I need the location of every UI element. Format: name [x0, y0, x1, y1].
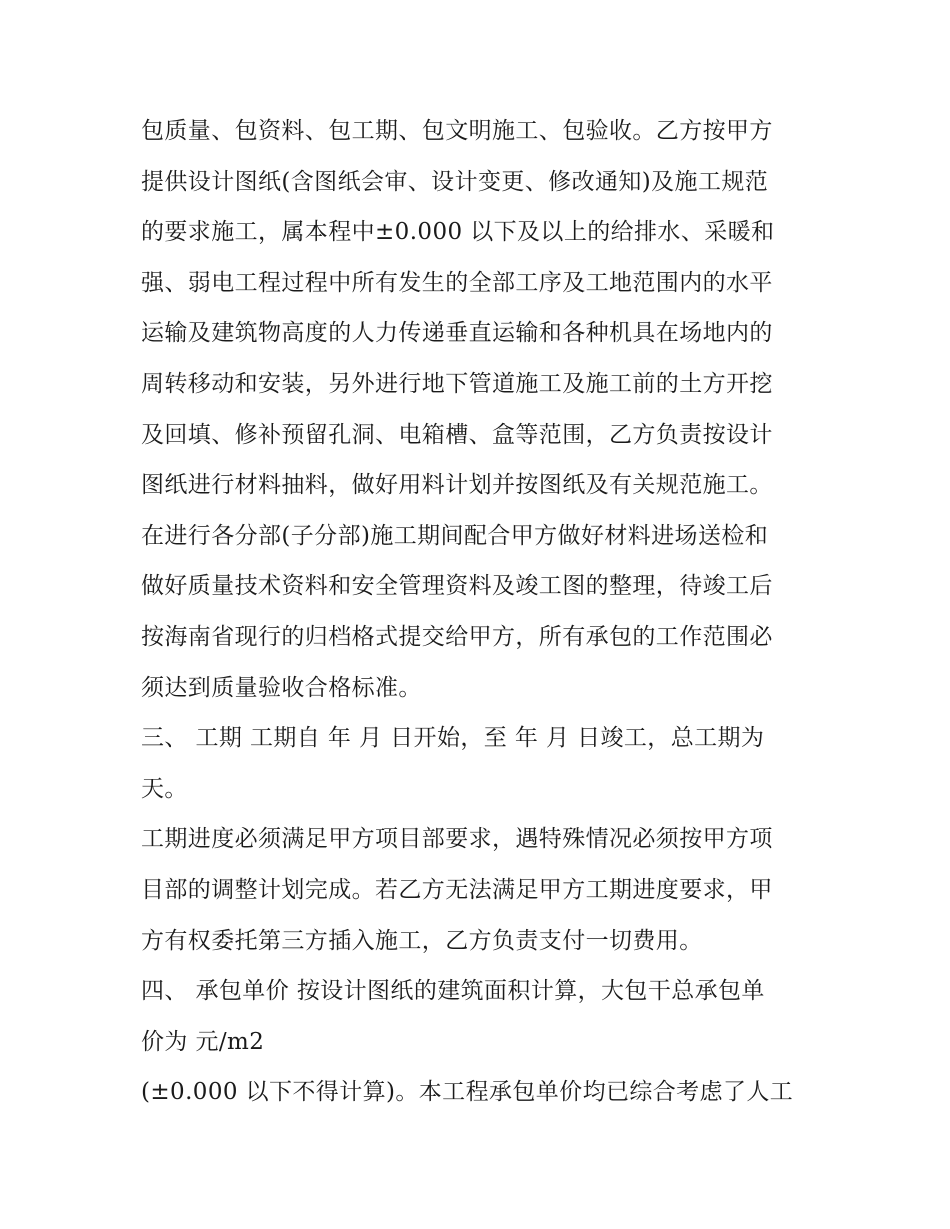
text-line: 及回填、修补预留孔洞、电箱槽、盒等范围，乙方负责按设计	[141, 421, 773, 448]
text-line: 须达到质量验收合格标准。	[141, 674, 422, 701]
text-line: 图纸进行材料抽料，做好用料计划并按图纸及有关规范施工。	[141, 472, 773, 499]
text-line: 强、弱电工程过程中所有发生的全部工序及工地范围内的水平	[141, 269, 773, 296]
document-body	[141, 106, 821, 1118]
text-line: 做好质量技术资料和安全管理资料及竣工图的整理，待竣工后	[141, 573, 773, 600]
text-line: 目部的调整计划完成。若乙方无法满足甲方工期进度要求，甲	[141, 876, 773, 903]
text-line: 价为 元/m2	[141, 1028, 265, 1055]
text-line: 天。	[141, 775, 188, 802]
text-line: 周转移动和安装，另外进行地下管道施工及施工前的土方开挖	[141, 370, 773, 397]
text-line: 工期进度必须满足甲方项目部要求，遇特殊情况必须按甲方项	[141, 826, 773, 853]
section-heading-line: 四、 承包单价 按设计图纸的建筑面积计算，大包干总承包单	[141, 978, 765, 1005]
text-line: 运输及建筑物高度的人力传递垂直运输和各种机具在场地内的	[141, 320, 773, 347]
text-line: 按海南省现行的归档格式提交给甲方，所有承包的工作范围必	[141, 623, 773, 650]
section-heading-line: 三、 工期 工期自 年 月 日开始，至 年 月 日竣工，总工期为	[141, 725, 765, 752]
text-line: 方有权委托第三方插入施工，乙方负责支付一切费用。	[141, 927, 703, 954]
text-line: 的要求施工，属本程中±0.000 以下及以上的给排水、采暖和	[141, 219, 775, 246]
text-line: 包质量、包资料、包工期、包文明施工、包验收。乙方按甲方	[141, 118, 773, 144]
text-line: 提供设计图纸(含图纸会审、设计变更、修改通知)及施工规范	[141, 168, 769, 195]
text-line: 在进行各分部(子分部)施工期间配合甲方做好材料进场送检和	[141, 522, 769, 549]
text-line: (±0.000 以下不得计算)。本工程承包单价均已综合考虑了人工	[141, 1079, 794, 1106]
